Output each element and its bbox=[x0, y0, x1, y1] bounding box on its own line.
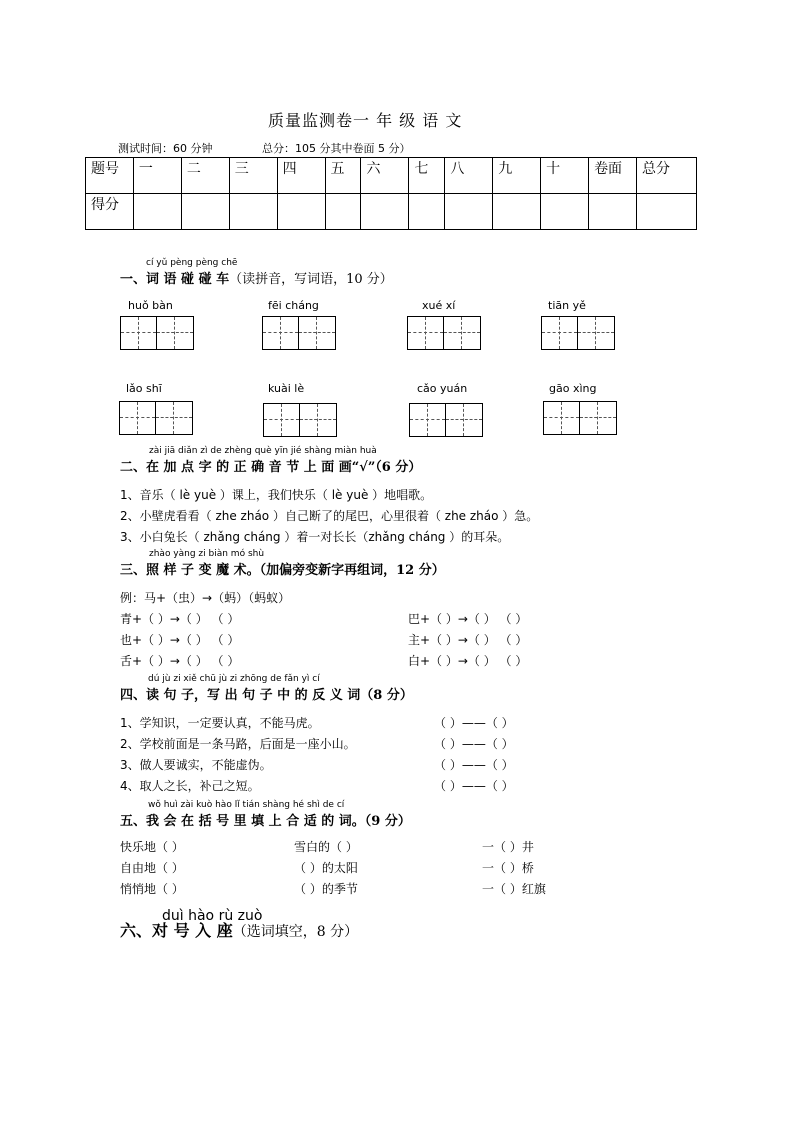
table-header-row bbox=[86, 158, 697, 194]
table-cell: 得分 bbox=[86, 194, 134, 230]
score-input-cell[interactable] bbox=[636, 194, 696, 230]
section4-answer: （ ）——（ ） bbox=[434, 716, 514, 730]
section2-title bbox=[120, 456, 421, 475]
word-pinyin: cǎo yuán bbox=[417, 382, 468, 395]
section5-item: 一（ ）井 bbox=[482, 840, 534, 854]
word-pinyin: huǒ bàn bbox=[128, 299, 173, 312]
word-pinyin: xué xí bbox=[422, 299, 456, 312]
word-pinyin: lǎo shī bbox=[126, 382, 162, 395]
score-input-cell[interactable] bbox=[589, 194, 637, 230]
table-cell: 四 bbox=[277, 158, 325, 194]
section4-sentence: 1、学知识，一定要认真，不能马虎。 bbox=[120, 716, 320, 730]
section2-note: “√”（6 分） bbox=[351, 460, 422, 475]
word-pinyin: gāo xìng bbox=[549, 382, 597, 395]
writing-grid[interactable] bbox=[120, 316, 194, 350]
total-score: 总分：105 分其中卷面 5 分） bbox=[262, 142, 411, 155]
table-cell: 总分 bbox=[636, 158, 696, 194]
word-pinyin: tiān yě bbox=[548, 299, 586, 312]
writing-grid[interactable] bbox=[263, 403, 337, 437]
section4-title-text: 四、读 句 子，写 出 句 子 中 的 反 义 词 bbox=[120, 688, 361, 703]
section5-item: 悄悄地（ ） bbox=[120, 882, 184, 896]
section3-item: 青+（ ）→（ ） （ ） bbox=[120, 612, 240, 626]
score-input-cell[interactable] bbox=[445, 194, 493, 230]
score-input-cell[interactable] bbox=[181, 194, 229, 230]
section2-line: 1、音乐（ lè yuè ）课上，我们快乐（ lè yuè ）地唱歌。 bbox=[120, 488, 433, 502]
section4-title bbox=[120, 684, 413, 703]
score-input-cell[interactable] bbox=[325, 194, 361, 230]
table-cell: 十 bbox=[541, 158, 589, 194]
section4-sentence: 4、取人之长，补己之短。 bbox=[120, 779, 260, 793]
table-cell: 六 bbox=[361, 158, 409, 194]
test-time: 测试时间：60 分钟 bbox=[118, 142, 213, 155]
section5-pinyin: wǒ huì zài kuò hào lǐ tián shàng hé shì de cí bbox=[148, 800, 345, 810]
section5-item: 一（ ）红旗 bbox=[482, 882, 546, 896]
section4-sentence: 2、学校前面是一条马路，后面是一座小山。 bbox=[120, 737, 356, 751]
section1-note: （读拼音，写词语，10 分） bbox=[229, 272, 393, 287]
table-cell: 题号 bbox=[86, 158, 134, 194]
section5-item: （ ）的太阳 bbox=[294, 861, 358, 875]
table-cell: 八 bbox=[445, 158, 493, 194]
word-pinyin: fēi cháng bbox=[268, 299, 319, 312]
section5-title-text: 五、我 会 在 括 号 里 填 上 合 适 的 词 bbox=[120, 814, 352, 829]
section5-item: 自由地（ ） bbox=[120, 861, 184, 875]
section3-pinyin: zhào yàng zi biàn mó shù bbox=[149, 549, 265, 559]
section4-sentence: 3、做人要诚实，不能虚伪。 bbox=[120, 758, 272, 772]
score-input-cell[interactable] bbox=[229, 194, 277, 230]
section1-pinyin: cí yǔ pèng pèng chē bbox=[146, 258, 238, 268]
section6-title-text: 六、对 号 入 座 bbox=[120, 921, 233, 940]
section3-item: 巴+（ ）→（ ） （ ） bbox=[408, 612, 528, 626]
writing-grid[interactable] bbox=[541, 316, 615, 350]
section3-note: 。（加偏旁变新字再组词，12 分） bbox=[246, 563, 445, 578]
section5-item: 一（ ）桥 bbox=[482, 861, 534, 875]
writing-grid[interactable] bbox=[407, 316, 481, 350]
score-input-cell[interactable] bbox=[361, 194, 409, 230]
section3-item: 白+（ ）→（ ） （ ） bbox=[408, 654, 528, 668]
section4-note: （8 分） bbox=[360, 688, 413, 703]
word-pinyin: kuài lè bbox=[268, 382, 305, 395]
section3-item: 舌+（ ）→（ ） （ ） bbox=[120, 654, 240, 668]
page-title: 质量监测卷一 年 级 语 文 bbox=[268, 111, 463, 130]
table-cell: 九 bbox=[493, 158, 541, 194]
table-cell: 五 bbox=[325, 158, 361, 194]
table-cell: 七 bbox=[409, 158, 445, 194]
table-cell: 三 bbox=[229, 158, 277, 194]
section5-title bbox=[120, 810, 411, 829]
section2-line: 3、小白兔长（ zhǎng cháng ）着一对长长（zhǎng cháng ）的耳朵。 bbox=[120, 530, 510, 544]
table-cell: 二 bbox=[181, 158, 229, 194]
section6-title bbox=[120, 918, 358, 941]
section5-item: 快乐地（ ） bbox=[120, 840, 184, 854]
table-score-row bbox=[86, 194, 697, 230]
section6-pinyin: duì hào rù zuò bbox=[162, 908, 263, 924]
section3-item: 主+（ ）→（ ） （ ） bbox=[408, 633, 528, 647]
score-input-cell[interactable] bbox=[133, 194, 181, 230]
section6-note: （选词填空，8 分） bbox=[232, 924, 359, 940]
writing-grid[interactable] bbox=[119, 401, 193, 435]
score-input-cell[interactable] bbox=[541, 194, 589, 230]
section1-title-text: 一、词 语 碰 碰 车 bbox=[120, 272, 230, 287]
section2-title-text: 二、在 加 点 字 的 正 确 音 节 上 面 画 bbox=[120, 460, 352, 475]
section4-answer: （ ）——（ ） bbox=[434, 758, 514, 772]
score-table bbox=[85, 157, 697, 230]
section3-item: 也+（ ）→（ ） （ ） bbox=[120, 633, 240, 647]
writing-grid[interactable] bbox=[262, 316, 336, 350]
score-input-cell[interactable] bbox=[493, 194, 541, 230]
section2-line: 2、小壁虎看看（ zhe zháo ）自己断了的尾巴，心里很着（ zhe zháo ）急。 bbox=[120, 509, 539, 523]
section2-pinyin: zài jiā diǎn zì de zhèng què yīn jié shàng miàn huà bbox=[149, 446, 377, 456]
section5-item: 雪白的（ ） bbox=[294, 840, 358, 854]
section3-title bbox=[120, 559, 445, 578]
writing-grid[interactable] bbox=[543, 401, 617, 435]
section4-answer: （ ）——（ ） bbox=[434, 779, 514, 793]
score-input-cell[interactable] bbox=[409, 194, 445, 230]
section4-answer: （ ）——（ ） bbox=[434, 737, 514, 751]
writing-grid[interactable] bbox=[409, 403, 483, 437]
score-input-cell[interactable] bbox=[277, 194, 325, 230]
table-cell: 一 bbox=[133, 158, 181, 194]
table-cell: 卷面 bbox=[589, 158, 637, 194]
section3-example: 例：马+（虫）→（蚂）（蚂蚁） bbox=[120, 591, 291, 605]
section1-title bbox=[120, 268, 393, 287]
section4-pinyin: dú jù zi xiě chū jù zi zhōng de fǎn yì cí bbox=[148, 674, 320, 684]
section5-note: 。（9 分） bbox=[351, 814, 411, 829]
section3-title-text: 三、照 样 子 变 魔 术 bbox=[120, 563, 247, 578]
section5-item: （ ）的季节 bbox=[294, 882, 358, 896]
